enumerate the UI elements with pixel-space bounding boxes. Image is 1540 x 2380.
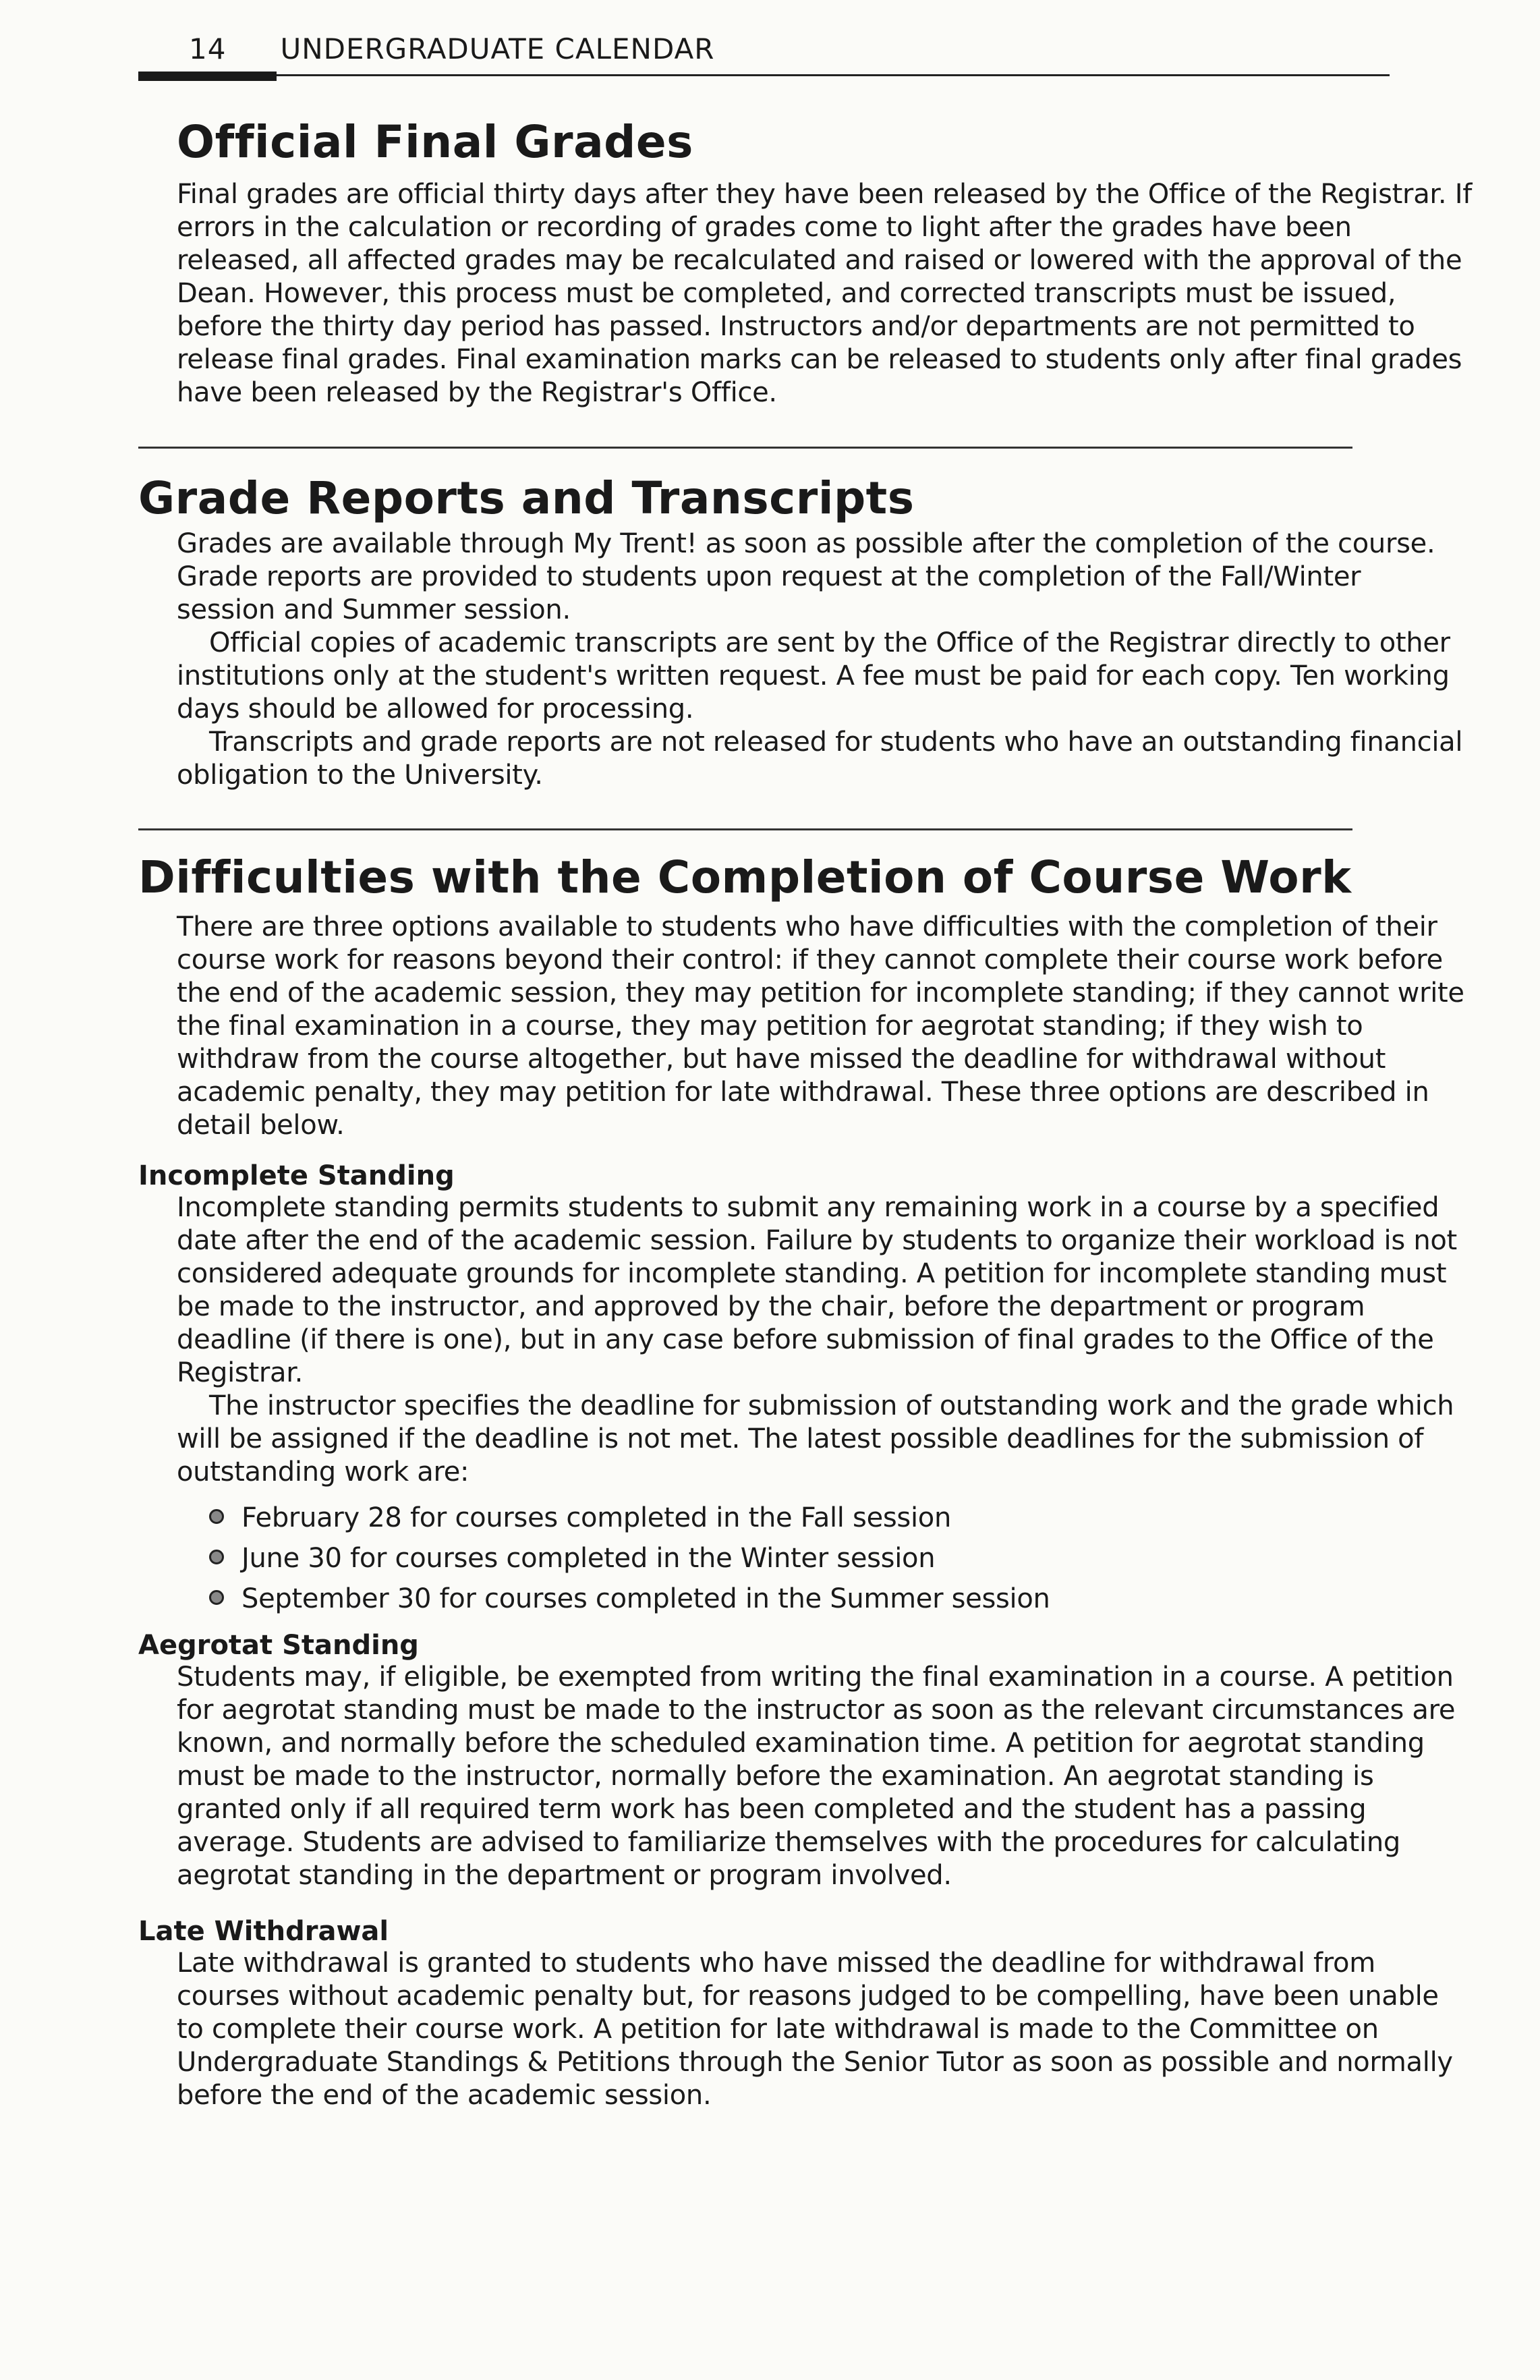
- text-line: institutions only at the student's written request. A fee must be paid for each copy. Ten working: [177, 660, 1450, 691]
- final-grades-paragraph: [177, 178, 1472, 409]
- text-line: Students may, if eligible, be exempted from writing the final examination in a course. A petition: [177, 1662, 1454, 1693]
- text-line: known, and normally before the scheduled examination time. A petition for aegrotat standing: [177, 1728, 1425, 1759]
- text-line: release final grades. Final examination marks can be released to students only after final grades: [177, 344, 1462, 375]
- text-line: to complete their course work. A petition for late withdrawal is made to the Committee on: [177, 2014, 1379, 2045]
- incomplete-standing-paragraph: [177, 1191, 1457, 1489]
- list-item: September 30 for courses completed in the Summer session: [209, 1579, 1050, 1619]
- text-line: outstanding work are:: [177, 1456, 469, 1488]
- page-number: 14: [189, 32, 227, 65]
- deadline-list: [209, 1498, 1050, 1619]
- text-line: days should be allowed for processing.: [177, 693, 694, 725]
- difficulties-paragraph: [177, 911, 1464, 1142]
- text-line: session and Summer session.: [177, 594, 571, 625]
- bullet-icon: [209, 1590, 224, 1605]
- section-divider: [138, 828, 1352, 830]
- text-line: withdraw from the course altogether, but have missed the deadline for withdrawal without: [177, 1044, 1386, 1075]
- heading-official-final-grades: Official Final Grades: [177, 116, 693, 168]
- text-line: the end of the academic session, they may petition for incomplete standing; if they cannot write: [177, 978, 1464, 1009]
- header-rule: [138, 74, 1390, 76]
- heading-incomplete-standing: Incomplete Standing: [138, 1160, 455, 1191]
- text-line: detail below.: [177, 1110, 345, 1141]
- transcripts-paragraph: [177, 627, 1450, 726]
- text-line: Registrar.: [177, 1357, 304, 1388]
- bullet-icon: [209, 1550, 224, 1564]
- list-item: February 28 for courses completed in the Fall session: [209, 1498, 1050, 1538]
- bullet-icon: [209, 1509, 224, 1524]
- text-line: granted only if all required term work has been completed and the student has a passing: [177, 1794, 1367, 1825]
- text-line: before the end of the academic session.: [177, 2080, 712, 2111]
- text-line: have been released by the Registrar's Office.: [177, 377, 777, 408]
- text-line: will be assigned if the deadline is not met. The latest possible deadlines for the submission of: [177, 1423, 1424, 1454]
- aegrotat-standing-paragraph: [177, 1661, 1455, 1892]
- text-line: be made to the instructor, and approved by the chair, before the department or program: [177, 1291, 1365, 1322]
- text-line: before the thirty day period has passed. Instructors and/or departments are not permitted to: [177, 311, 1415, 342]
- heading-aegrotat-standing: Aegrotat Standing: [138, 1630, 419, 1661]
- heading-difficulties: Difficulties with the Completion of Course Work: [138, 851, 1352, 903]
- text-line: Grades are available through My Trent! as soon as possible after the completion of the course.: [177, 528, 1435, 559]
- text-line: deadline (if there is one), but in any case before submission of final grades to the Office of the: [177, 1324, 1434, 1355]
- text-line: released, all affected grades may be recalculated and raised or lowered with the approval of the: [177, 245, 1462, 276]
- text-line: Transcripts and grade reports are not released for students who have an outstanding financial: [209, 727, 1463, 758]
- text-line: Undergraduate Standings & Petitions through the Senior Tutor as soon as possible and normally: [177, 2047, 1453, 2078]
- text-line: for aegrotat standing must be made to the instructor as soon as the relevant circumstances are: [177, 1695, 1456, 1726]
- text-line: course work for reasons beyond their control: if they cannot complete their course work before: [177, 944, 1443, 975]
- section-divider: [138, 447, 1352, 449]
- text-line: aegrotat standing in the department or program involved.: [177, 1860, 952, 1891]
- grade-reports-paragraph: [177, 528, 1435, 627]
- outstanding-obligation-paragraph: [177, 726, 1462, 792]
- running-title: UNDERGRADUATE CALENDAR: [280, 32, 715, 65]
- late-withdrawal-paragraph: [177, 1947, 1453, 2112]
- text-line: There are three options available to students who have difficulties with the completion of their: [177, 911, 1437, 942]
- heading-grade-reports: Grade Reports and Transcripts: [138, 472, 915, 524]
- text-line: obligation to the University.: [177, 760, 543, 791]
- text-line: average. Students are advised to familiarize themselves with the procedures for calculating: [177, 1827, 1400, 1858]
- text-line: courses without academic penalty but, for reasons judged to be compelling, have been unable: [177, 1981, 1439, 2012]
- text-line: date after the end of the academic session. Failure by students to organize their workload is not: [177, 1225, 1457, 1256]
- text-line: Dean. However, this process must be completed, and corrected transcripts must be issued,: [177, 278, 1396, 309]
- heading-late-withdrawal: Late Withdrawal: [138, 1916, 389, 1947]
- text-line: Incomplete standing permits students to submit any remaining work in a course by a specified: [177, 1192, 1439, 1223]
- text-line: errors in the calculation or recording of grades come to light after the grades have been: [177, 212, 1352, 243]
- text-line: Final grades are official thirty days after they have been released by the Office of the Registrar. If: [177, 179, 1472, 210]
- text-line: academic penalty, they may petition for late withdrawal. These three options are described in: [177, 1077, 1429, 1108]
- text-line: Grade reports are provided to students upon request at the completion of the Fall/Winter: [177, 561, 1361, 592]
- text-line: must be made to the instructor, normally before the examination. An aegrotat standing is: [177, 1761, 1374, 1792]
- text-line: the final examination in a course, they may petition for aegrotat standing; if they wish to: [177, 1011, 1363, 1042]
- header-rule-accent: [138, 72, 277, 81]
- text-line: considered adequate grounds for incomplete standing. A petition for incomplete standing must: [177, 1258, 1447, 1289]
- text-line: Official copies of academic transcripts are sent by the Office of the Registrar directly to other: [209, 627, 1450, 658]
- text-line: Late withdrawal is granted to students who have missed the deadline for withdrawal from: [177, 1948, 1375, 1979]
- text-line: The instructor specifies the deadline for submission of outstanding work and the grade which: [209, 1390, 1454, 1421]
- running-head: [189, 32, 714, 65]
- list-item: June 30 for courses completed in the Winter session: [209, 1538, 1050, 1579]
